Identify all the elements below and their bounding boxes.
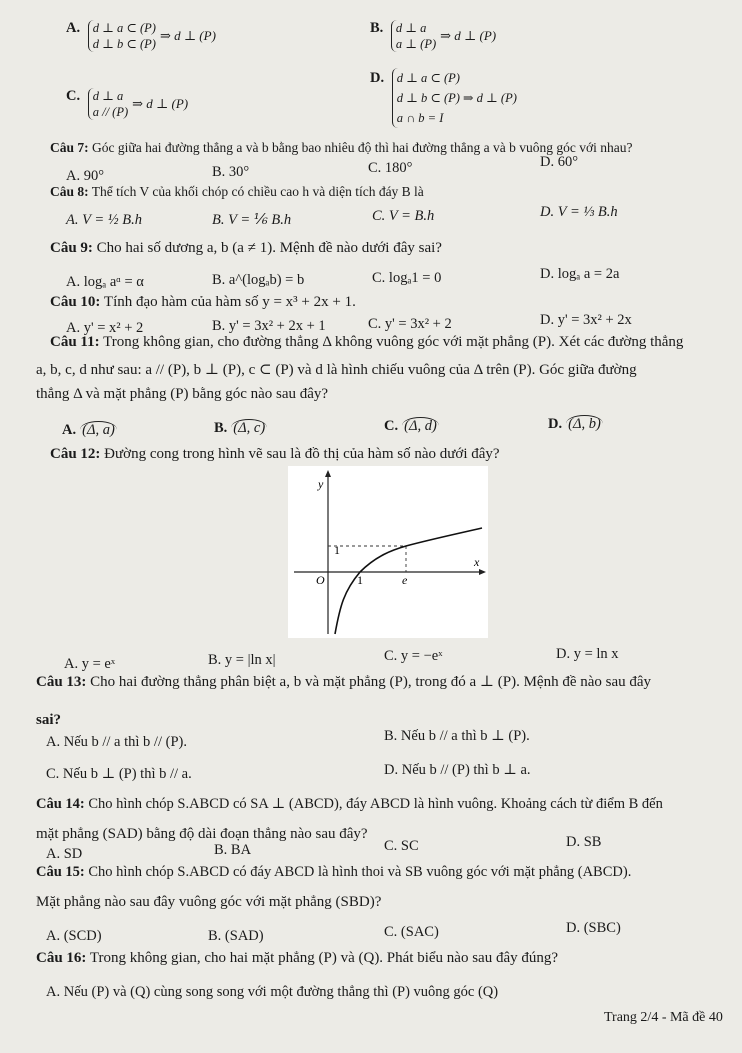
q8-stem: Câu 8: Thể tích V của khối chóp có chiều cao h và diện tích đáy B là: [50, 184, 424, 199]
q15-option-d: D. (SBC): [566, 920, 621, 936]
q8-option-c: C. V = B.h: [372, 208, 435, 224]
q13-stem-line1: Câu 13: Cho hai đường thẳng phân biệt a, b và mặt phẳng (P), trong đó a ⊥ (P). Mệnh đề nào sau đây: [36, 674, 652, 690]
q14-stem-line2: mặt phẳng (SAD) bằng độ dài đoạn thẳng nào sau đây?: [36, 826, 368, 842]
q13-option-a: A. Nếu b // a thì b // (P).: [46, 734, 187, 750]
q11-option-b: B. (Δ, c): [214, 420, 266, 436]
q12-option-d: D. y = ln x: [556, 646, 619, 662]
graph-y-label: y: [318, 477, 324, 491]
graph-e-tick: e: [402, 573, 408, 587]
q13-option-b: B. Nếu b // a thì b ⊥ (P).: [384, 728, 530, 744]
q11-option-c: C. (Δ, d): [384, 418, 437, 434]
q11-stem-line2: a, b, c, d như sau: a // (P), b ⊥ (P), c ⊂ (P) và d là hình chiếu vuông của Δ trên (P). Góc giữa đường: [36, 362, 637, 378]
q12-option-b: B. y = |ln x|: [208, 652, 276, 668]
q13-option-d: D. Nếu b // (P) thì b ⊥ a.: [384, 762, 531, 778]
q11-option-a: A. (Δ, a): [62, 422, 115, 438]
q9-option-d: D. logₐ a = 2a: [540, 266, 620, 282]
q14-stem-line1: Câu 14: Cho hình chóp S.ABCD có SA ⊥ (ABCD), đáy ABCD là hình vuông. Khoảng cách từ điểm B đến: [36, 796, 663, 812]
q14-option-a: A. SD: [46, 846, 83, 862]
q12-option-c: C. y = −eˣ: [384, 648, 443, 664]
q9-option-c: C. logₐ1 = 0: [372, 270, 442, 286]
graph-x-label: x: [474, 555, 480, 569]
q12-stem: Câu 12: Đường cong trong hình vẽ sau là đồ thị của hàm số nào dưới đây?: [50, 446, 500, 462]
q13-stem-line2: sai?: [36, 712, 62, 728]
q10-option-c: C. y' = 3x² + 2: [368, 316, 452, 332]
q9-option-b: B. a^(logₐb) = b: [212, 272, 305, 288]
q15-stem-line2: Mặt phẳng nào sau đây vuông góc với mặt phẳng (SBD)?: [36, 894, 382, 910]
q6-option-a: A. d ⊥ a ⊂ (P) d ⊥ b ⊂ (P) ⇒ d ⊥ (P): [66, 20, 216, 51]
q16-stem: Câu 16: Trong không gian, cho hai mặt phẳng (P) và (Q). Phát biểu nào sau đây đúng?: [36, 950, 559, 966]
q14-option-b: B. BA: [214, 842, 252, 858]
q16-option-a: A. Nếu (P) và (Q) cùng song song với một đường thẳng thì (P) vuông góc (Q): [46, 984, 499, 1000]
q6-option-c: C. d ⊥ a a // (P) ⇒ d ⊥ (P): [66, 88, 189, 119]
q10-option-b: B. y' = 3x² + 2x + 1: [212, 318, 326, 334]
q8-option-b: B. V = ⅙ B.h: [212, 212, 292, 228]
graph-y-tick-1: 1: [334, 543, 340, 557]
q11-option-d: D. (Δ, b): [548, 416, 601, 432]
q6-option-d: D. d ⊥ a ⊂ (P) d ⊥ b ⊂ (P) ⇒ d ⊥ (P) a ∩ b = I: [370, 68, 517, 128]
graph-x-tick-1: 1: [357, 573, 363, 587]
q7-stem: Câu 7: Góc giữa hai đường thẳng a và b bằng bao nhiêu độ thì hai đường thẳng a và b vuông góc với nhau?: [50, 140, 633, 155]
q9-stem: Câu 9: Cho hai số dương a, b (a ≠ 1). Mệnh đề nào dưới đây sai?: [50, 240, 442, 256]
q12-option-a: A. y = eˣ: [64, 656, 116, 672]
q7-option-b: B. 30°: [212, 164, 250, 180]
q9-option-a: A. logₐ aᵅ = α: [66, 274, 144, 290]
q15-stem-line1: Câu 15: Cho hình chóp S.ABCD có đáy ABCD là hình thoi và SB vuông góc với mặt phẳng (ABCD).: [36, 864, 632, 880]
q10-option-a: A. y' = x² + 2: [66, 320, 144, 336]
q7-option-d: D. 60°: [540, 154, 579, 170]
q13-option-c: C. Nếu b ⊥ (P) thì b // a.: [46, 766, 192, 782]
q14-option-c: C. SC: [384, 838, 419, 854]
q10-option-d: D. y' = 3x² + 2x: [540, 312, 632, 328]
q7-option-c: C. 180°: [368, 160, 413, 176]
q8-option-d: D. V = ⅓ B.h: [540, 204, 618, 220]
q8-option-a: A. V = ½ B.h: [66, 212, 142, 228]
q12-graph: [288, 466, 488, 638]
q15-option-c: C. (SAC): [384, 924, 439, 940]
q15-option-b: B. (SAD): [208, 928, 264, 944]
q6-option-b: B. d ⊥ a a ⊥ (P) ⇒ d ⊥ (P): [370, 20, 497, 51]
q15-option-a: A. (SCD): [46, 928, 102, 944]
q14-option-d: D. SB: [566, 834, 602, 850]
q11-stem-line1: Câu 11: Trong không gian, cho đường thẳng Δ không vuông góc với mặt phẳng (P). Xét các đường thẳng: [50, 334, 684, 350]
q10-stem: Câu 10: Tính đạo hàm của hàm số y = x³ + 2x + 1.: [50, 294, 356, 310]
q11-stem-line3: thẳng Δ và mặt phẳng (P) bằng góc nào sau đây?: [36, 386, 329, 402]
graph-origin-label: O: [316, 573, 325, 587]
page-footer: Trang 2/4 - Mã đề 40: [604, 1010, 723, 1025]
q7-option-a: A. 90°: [66, 168, 105, 184]
